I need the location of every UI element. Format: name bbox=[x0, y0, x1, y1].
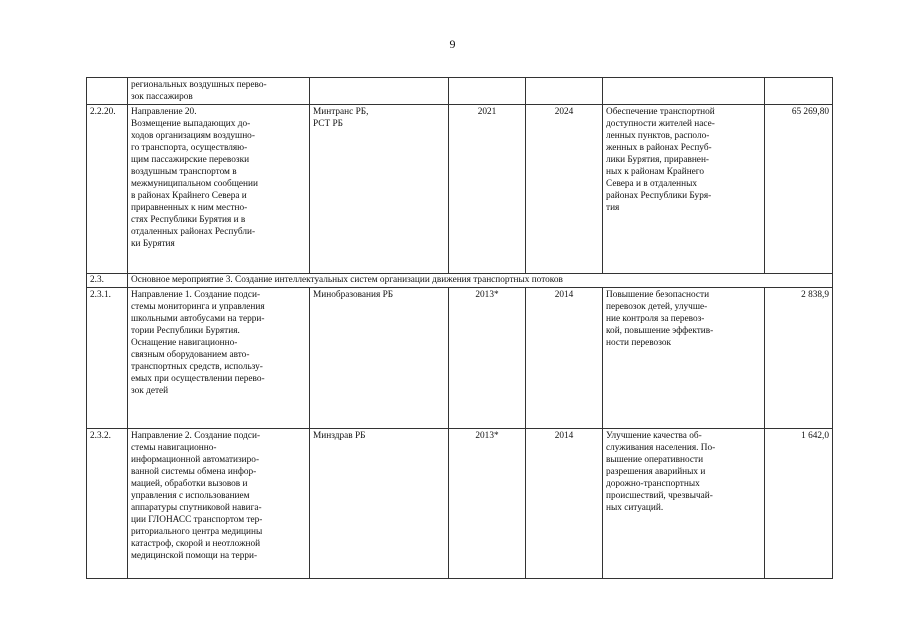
table-row bbox=[87, 274, 833, 288]
funding-amount bbox=[765, 78, 833, 105]
end-year: 2014 bbox=[526, 288, 603, 429]
measures-table bbox=[86, 77, 833, 579]
expected-result bbox=[603, 78, 765, 105]
expected-result: Улучшение качества об- служивания населения. По- вышение оперативности разрешения аварийных и дорожно-транспортных происшествий, чрезвычай- ных ситуаций. bbox=[603, 429, 765, 579]
table-row bbox=[87, 288, 833, 429]
executor bbox=[310, 78, 449, 105]
measure-description: Направление 1. Создание подси- стемы мониторинга и управления школьными автобусами на терри- тории Республики Бурятия. Оснащение навигационно- связным оборудованием авто- транспортных средств, использу- емых при осуществлении перево- зок детей bbox=[128, 288, 310, 429]
measure-description: Направление 2. Создание подси- стемы навигационно- информационной автоматизиро- ванной системы обмена инфор- мацией, обработки вызовов и управления с использованием аппаратуры спутниковой навига- ции ГЛОНАСС транспортом тер- риториального центра медицины катастроф, скорой и неотложной медицинской помощи на терри- bbox=[128, 429, 310, 579]
funding-amount: 2 838,9 bbox=[765, 288, 833, 429]
start-year: 2021 bbox=[449, 105, 526, 274]
measure-description: Направление 20. Возмещение выпадающих до- ходов организациям воздушно- го транспорта, осуществляю- щим пассажирские перевозки воздушным транспортом в межмуниципальном сообщении в районах Крайнего Севера и приравненных к ним местно- стях Республики Бурятия и в отдаленных районах Республи- ки Бурятия bbox=[128, 105, 310, 274]
table-row bbox=[87, 429, 833, 579]
funding-amount: 1 642,0 bbox=[765, 429, 833, 579]
row-number: 2.3.1. bbox=[87, 288, 128, 429]
row-number: 2.3. bbox=[87, 274, 128, 288]
row-number bbox=[87, 78, 128, 105]
page-number: 9 bbox=[449, 37, 456, 51]
start-year: 2013* bbox=[449, 429, 526, 579]
expected-result: Обеспечение транспортной доступности жителей насе- ленных пунктов, располо- женных в районах Респуб- лики Бурятия, приравнен- ных к районам Крайнего Севера и в отдаленных районах Республики Буря- тия bbox=[603, 105, 765, 274]
start-year bbox=[449, 78, 526, 105]
table-row bbox=[87, 105, 833, 274]
end-year: 2024 bbox=[526, 105, 603, 274]
row-number: 2.2.20. bbox=[87, 105, 128, 274]
executor: Минтранс РБ, РСТ РБ bbox=[310, 105, 449, 274]
row-number: 2.3.2. bbox=[87, 429, 128, 579]
expected-result: Повышение безопасности перевозок детей, улучше- ние контроля за перевоз- кой, повышение эффектив- ности перевозок bbox=[603, 288, 765, 429]
start-year: 2013* bbox=[449, 288, 526, 429]
executor: Минздрав РБ bbox=[310, 429, 449, 579]
table-row bbox=[87, 78, 833, 105]
end-year bbox=[526, 78, 603, 105]
measure-description: региональных воздушных перево- зок пассажиров bbox=[128, 78, 310, 105]
executor: Минобразования РБ bbox=[310, 288, 449, 429]
section-heading: Основное мероприятие 3. Создание интеллектуальных систем организации движения транспортных потоков bbox=[128, 274, 833, 288]
end-year: 2014 bbox=[526, 429, 603, 579]
funding-amount: 65 269,80 bbox=[765, 105, 833, 274]
